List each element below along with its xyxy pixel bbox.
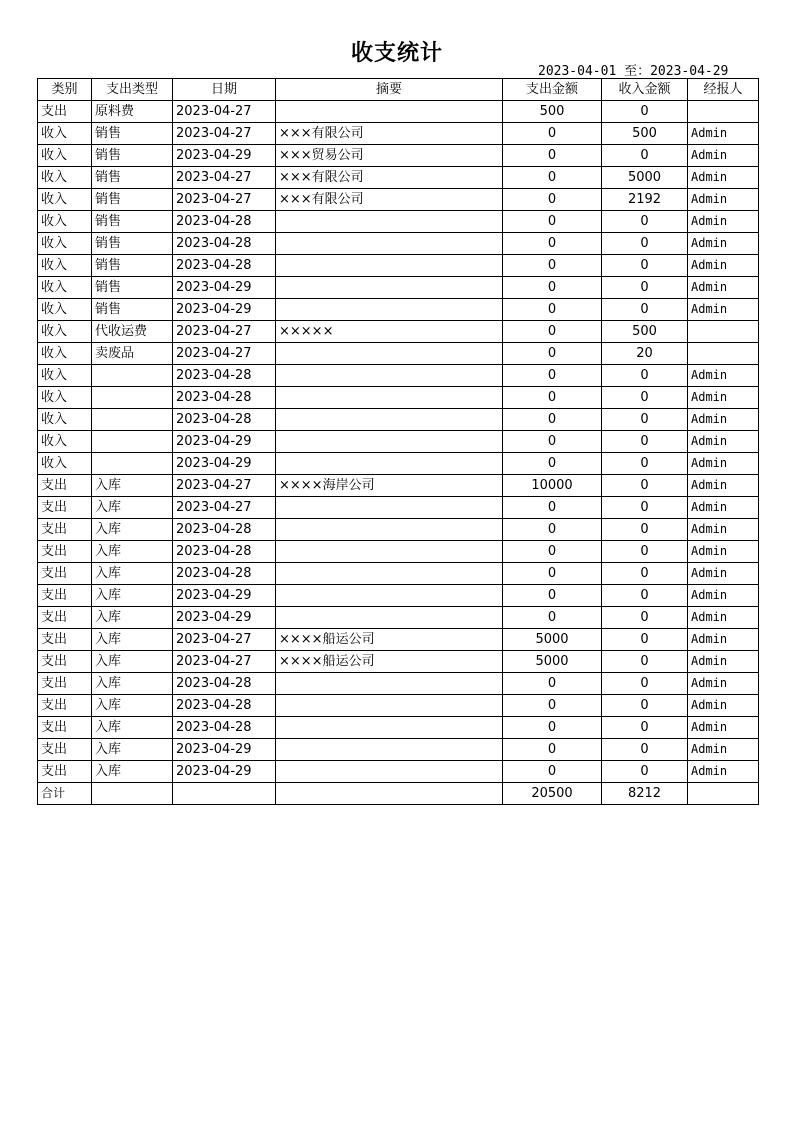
expense-type-cell: 销售 — [92, 255, 173, 277]
income-amount-cell: 0 — [602, 563, 688, 585]
reporter-cell: Admin — [688, 739, 759, 761]
expense-amount-cell: 0 — [503, 519, 602, 541]
date-cell: 2023-04-29 — [173, 761, 276, 783]
reporter-cell — [688, 321, 759, 343]
category-cell: 支出 — [38, 541, 92, 563]
summary-cell — [276, 277, 503, 299]
reporter-cell — [688, 343, 759, 365]
table-row — [38, 651, 759, 673]
reporter-cell: Admin — [688, 365, 759, 387]
expense-type-cell: 入库 — [92, 651, 173, 673]
total-empty-cell — [173, 783, 276, 805]
income-amount-cell: 0 — [602, 387, 688, 409]
date-cell: 2023-04-27 — [173, 123, 276, 145]
expense-amount-cell: 0 — [503, 739, 602, 761]
column-header-date: 日期 — [173, 79, 276, 101]
date-cell: 2023-04-28 — [173, 519, 276, 541]
expense-amount-cell: 0 — [503, 167, 602, 189]
expense-type-cell — [92, 431, 173, 453]
summary-cell: ×××有限公司 — [276, 189, 503, 211]
expense-amount-cell: 0 — [503, 453, 602, 475]
reporter-cell: Admin — [688, 233, 759, 255]
reporter-cell: Admin — [688, 541, 759, 563]
summary-cell — [276, 717, 503, 739]
income-amount-cell: 2192 — [602, 189, 688, 211]
category-cell: 支出 — [38, 563, 92, 585]
expense-amount-cell: 0 — [503, 277, 602, 299]
income-amount-cell: 0 — [602, 739, 688, 761]
income-amount-cell: 0 — [602, 277, 688, 299]
expense-type-cell — [92, 409, 173, 431]
column-header-expense-amount: 支出金额 — [503, 79, 602, 101]
expense-amount-cell: 0 — [503, 541, 602, 563]
summary-cell: ××××× — [276, 321, 503, 343]
income-amount-cell: 0 — [602, 453, 688, 475]
date-cell: 2023-04-27 — [173, 475, 276, 497]
column-header-expense-type: 支出类型 — [92, 79, 173, 101]
summary-cell — [276, 409, 503, 431]
column-header-category: 类别 — [38, 79, 92, 101]
ledger-body — [38, 101, 759, 783]
income-amount-cell: 0 — [602, 409, 688, 431]
expense-type-cell: 入库 — [92, 497, 173, 519]
summary-cell — [276, 299, 503, 321]
income-amount-cell: 0 — [602, 233, 688, 255]
reporter-cell: Admin — [688, 431, 759, 453]
expense-amount-cell: 0 — [503, 123, 602, 145]
category-cell: 支出 — [38, 101, 92, 123]
reporter-cell: Admin — [688, 145, 759, 167]
date-cell: 2023-04-28 — [173, 673, 276, 695]
table-row — [38, 761, 759, 783]
expense-amount-cell: 0 — [503, 233, 602, 255]
date-cell: 2023-04-27 — [173, 167, 276, 189]
expense-amount-cell: 5000 — [503, 651, 602, 673]
table-row — [38, 255, 759, 277]
expense-type-cell: 销售 — [92, 233, 173, 255]
reporter-cell: Admin — [688, 255, 759, 277]
expense-amount-cell: 0 — [503, 563, 602, 585]
reporter-cell: Admin — [688, 629, 759, 651]
table-row — [38, 563, 759, 585]
table-row — [38, 145, 759, 167]
category-cell: 收入 — [38, 365, 92, 387]
expense-amount-cell: 0 — [503, 607, 602, 629]
summary-cell — [276, 211, 503, 233]
category-cell: 支出 — [38, 497, 92, 519]
reporter-cell: Admin — [688, 607, 759, 629]
reporter-cell: Admin — [688, 453, 759, 475]
summary-cell — [276, 563, 503, 585]
table-row — [38, 321, 759, 343]
category-cell: 支出 — [38, 695, 92, 717]
summary-cell — [276, 233, 503, 255]
expense-amount-cell: 0 — [503, 585, 602, 607]
expense-amount-cell: 5000 — [503, 629, 602, 651]
expense-amount-cell: 0 — [503, 255, 602, 277]
income-amount-cell: 0 — [602, 475, 688, 497]
expense-type-cell: 入库 — [92, 761, 173, 783]
date-cell: 2023-04-29 — [173, 277, 276, 299]
category-cell: 支出 — [38, 673, 92, 695]
expense-type-cell: 入库 — [92, 585, 173, 607]
category-cell: 收入 — [38, 343, 92, 365]
expense-amount-cell: 0 — [503, 145, 602, 167]
expense-type-cell: 销售 — [92, 211, 173, 233]
reporter-cell: Admin — [688, 761, 759, 783]
summary-cell — [276, 541, 503, 563]
expense-amount-cell: 0 — [503, 343, 602, 365]
table-row — [38, 409, 759, 431]
expense-type-cell: 入库 — [92, 607, 173, 629]
total-expense: 20500 — [503, 783, 602, 805]
income-amount-cell: 0 — [602, 497, 688, 519]
expense-amount-cell: 0 — [503, 387, 602, 409]
category-cell: 支出 — [38, 607, 92, 629]
date-cell: 2023-04-28 — [173, 387, 276, 409]
date-cell: 2023-04-27 — [173, 101, 276, 123]
table-row — [38, 233, 759, 255]
table-row — [38, 431, 759, 453]
table-row — [38, 607, 759, 629]
expense-type-cell: 销售 — [92, 189, 173, 211]
summary-cell — [276, 695, 503, 717]
income-amount-cell: 0 — [602, 255, 688, 277]
income-amount-cell: 0 — [602, 145, 688, 167]
income-amount-cell: 0 — [602, 101, 688, 123]
summary-cell — [276, 519, 503, 541]
column-header-reporter: 经报人 — [688, 79, 759, 101]
reporter-cell: Admin — [688, 563, 759, 585]
date-range-from: 2023-04-01 — [538, 64, 617, 79]
category-cell: 收入 — [38, 453, 92, 475]
date-cell: 2023-04-29 — [173, 739, 276, 761]
reporter-cell: Admin — [688, 695, 759, 717]
summary-cell — [276, 607, 503, 629]
summary-cell — [276, 761, 503, 783]
column-header-income-amount: 收入金额 — [602, 79, 688, 101]
summary-cell: ××××船运公司 — [276, 651, 503, 673]
date-cell: 2023-04-27 — [173, 321, 276, 343]
date-range-to: 2023-04-29 — [650, 64, 729, 79]
total-empty-cell — [92, 783, 173, 805]
date-cell: 2023-04-29 — [173, 145, 276, 167]
table-row — [38, 167, 759, 189]
reporter-cell: Admin — [688, 475, 759, 497]
date-cell: 2023-04-27 — [173, 343, 276, 365]
expense-type-cell: 入库 — [92, 695, 173, 717]
table-row — [38, 365, 759, 387]
category-cell: 收入 — [38, 321, 92, 343]
income-amount-cell: 0 — [602, 695, 688, 717]
header-row — [38, 79, 759, 101]
category-cell: 收入 — [38, 387, 92, 409]
expense-type-cell: 卖废品 — [92, 343, 173, 365]
category-cell: 收入 — [38, 255, 92, 277]
reporter-cell: Admin — [688, 387, 759, 409]
income-amount-cell: 500 — [602, 321, 688, 343]
income-amount-cell: 0 — [602, 519, 688, 541]
category-cell: 支出 — [38, 761, 92, 783]
income-amount-cell: 0 — [602, 673, 688, 695]
summary-cell: ××××船运公司 — [276, 629, 503, 651]
expense-type-cell: 销售 — [92, 299, 173, 321]
date-range — [538, 60, 728, 79]
expense-amount-cell: 0 — [503, 497, 602, 519]
expense-amount-cell: 0 — [503, 321, 602, 343]
income-amount-cell: 0 — [602, 365, 688, 387]
expense-type-cell — [92, 365, 173, 387]
total-empty-cell — [688, 783, 759, 805]
summary-cell: ×××有限公司 — [276, 167, 503, 189]
summary-cell — [276, 101, 503, 123]
summary-cell: ××××海岸公司 — [276, 475, 503, 497]
table-row — [38, 519, 759, 541]
date-cell: 2023-04-27 — [173, 189, 276, 211]
table-row — [38, 695, 759, 717]
reporter-cell: Admin — [688, 519, 759, 541]
date-cell: 2023-04-28 — [173, 541, 276, 563]
expense-amount-cell: 0 — [503, 189, 602, 211]
date-cell: 2023-04-28 — [173, 409, 276, 431]
date-cell: 2023-04-28 — [173, 211, 276, 233]
income-amount-cell: 5000 — [602, 167, 688, 189]
category-cell: 收入 — [38, 145, 92, 167]
reporter-cell — [688, 101, 759, 123]
expense-amount-cell: 500 — [503, 101, 602, 123]
total-income: 8212 — [602, 783, 688, 805]
category-cell: 支出 — [38, 475, 92, 497]
date-cell: 2023-04-27 — [173, 629, 276, 651]
expense-type-cell: 代收运费 — [92, 321, 173, 343]
category-cell: 收入 — [38, 123, 92, 145]
expense-type-cell: 销售 — [92, 145, 173, 167]
reporter-cell: Admin — [688, 717, 759, 739]
date-cell: 2023-04-29 — [173, 299, 276, 321]
expense-amount-cell: 0 — [503, 299, 602, 321]
table-row — [38, 387, 759, 409]
income-amount-cell: 0 — [602, 211, 688, 233]
income-amount-cell: 0 — [602, 651, 688, 673]
expense-type-cell: 入库 — [92, 739, 173, 761]
expense-amount-cell: 0 — [503, 211, 602, 233]
expense-type-cell: 原料费 — [92, 101, 173, 123]
table-row — [38, 277, 759, 299]
expense-type-cell: 销售 — [92, 277, 173, 299]
table-row — [38, 739, 759, 761]
column-header-summary: 摘要 — [276, 79, 503, 101]
reporter-cell: Admin — [688, 651, 759, 673]
date-cell: 2023-04-29 — [173, 585, 276, 607]
reporter-cell: Admin — [688, 211, 759, 233]
date-range-separator: 至： — [616, 64, 651, 79]
expense-amount-cell: 0 — [503, 365, 602, 387]
expense-type-cell: 销售 — [92, 167, 173, 189]
reporter-cell: Admin — [688, 277, 759, 299]
date-cell: 2023-04-28 — [173, 717, 276, 739]
expense-amount-cell: 0 — [503, 409, 602, 431]
table-row — [38, 299, 759, 321]
category-cell: 收入 — [38, 211, 92, 233]
table-row — [38, 673, 759, 695]
income-amount-cell: 0 — [602, 717, 688, 739]
total-empty-cell — [276, 783, 503, 805]
category-cell: 支出 — [38, 717, 92, 739]
category-cell: 收入 — [38, 299, 92, 321]
income-amount-cell: 500 — [602, 123, 688, 145]
category-cell: 收入 — [38, 233, 92, 255]
table-row — [38, 123, 759, 145]
total-label: 合计 — [38, 783, 92, 805]
page-title: 收支统计 — [350, 40, 443, 66]
ledger-table — [37, 78, 759, 805]
date-cell: 2023-04-29 — [173, 607, 276, 629]
category-cell: 收入 — [38, 189, 92, 211]
table-row — [38, 629, 759, 651]
total-row — [38, 783, 759, 805]
reporter-cell: Admin — [688, 409, 759, 431]
category-cell: 支出 — [38, 585, 92, 607]
expense-type-cell: 入库 — [92, 673, 173, 695]
table-row — [38, 211, 759, 233]
expense-type-cell: 销售 — [92, 123, 173, 145]
category-cell: 收入 — [38, 431, 92, 453]
summary-cell — [276, 453, 503, 475]
expense-type-cell: 入库 — [92, 629, 173, 651]
income-amount-cell: 0 — [602, 607, 688, 629]
expense-type-cell: 入库 — [92, 541, 173, 563]
date-cell: 2023-04-27 — [173, 651, 276, 673]
category-cell: 支出 — [38, 651, 92, 673]
expense-type-cell: 入库 — [92, 519, 173, 541]
summary-cell — [276, 585, 503, 607]
reporter-cell: Admin — [688, 497, 759, 519]
date-cell: 2023-04-29 — [173, 431, 276, 453]
reporter-cell: Admin — [688, 123, 759, 145]
category-cell: 收入 — [38, 409, 92, 431]
reporter-cell: Admin — [688, 167, 759, 189]
expense-type-cell: 入库 — [92, 475, 173, 497]
expense-amount-cell: 0 — [503, 673, 602, 695]
date-cell: 2023-04-28 — [173, 563, 276, 585]
summary-cell — [276, 343, 503, 365]
reporter-cell: Admin — [688, 673, 759, 695]
table-row — [38, 101, 759, 123]
income-amount-cell: 0 — [602, 629, 688, 651]
expense-amount-cell: 0 — [503, 695, 602, 717]
table-row — [38, 497, 759, 519]
reporter-cell: Admin — [688, 299, 759, 321]
table-row — [38, 453, 759, 475]
summary-cell — [276, 673, 503, 695]
summary-cell: ×××贸易公司 — [276, 145, 503, 167]
income-amount-cell: 0 — [602, 431, 688, 453]
reporter-cell: Admin — [688, 189, 759, 211]
expense-amount-cell: 10000 — [503, 475, 602, 497]
category-cell: 支出 — [38, 629, 92, 651]
summary-cell — [276, 497, 503, 519]
summary-cell — [276, 431, 503, 453]
date-cell: 2023-04-28 — [173, 365, 276, 387]
expense-type-cell — [92, 453, 173, 475]
table-row — [38, 585, 759, 607]
income-amount-cell: 20 — [602, 343, 688, 365]
table-row — [38, 475, 759, 497]
summary-cell — [276, 365, 503, 387]
category-cell: 支出 — [38, 739, 92, 761]
expense-amount-cell: 0 — [503, 717, 602, 739]
expense-amount-cell: 0 — [503, 431, 602, 453]
expense-type-cell: 入库 — [92, 563, 173, 585]
table-row — [38, 189, 759, 211]
income-amount-cell: 0 — [602, 585, 688, 607]
table-row — [38, 541, 759, 563]
category-cell: 收入 — [38, 277, 92, 299]
summary-cell — [276, 387, 503, 409]
table-row — [38, 717, 759, 739]
table-row — [38, 343, 759, 365]
date-cell: 2023-04-28 — [173, 255, 276, 277]
date-cell: 2023-04-28 — [173, 695, 276, 717]
expense-type-cell — [92, 387, 173, 409]
date-cell: 2023-04-27 — [173, 497, 276, 519]
summary-cell: ×××有限公司 — [276, 123, 503, 145]
date-cell: 2023-04-29 — [173, 453, 276, 475]
expense-type-cell: 入库 — [92, 717, 173, 739]
summary-cell — [276, 739, 503, 761]
expense-amount-cell: 0 — [503, 761, 602, 783]
date-cell: 2023-04-28 — [173, 233, 276, 255]
summary-cell — [276, 255, 503, 277]
category-cell: 支出 — [38, 519, 92, 541]
income-amount-cell: 0 — [602, 761, 688, 783]
reporter-cell: Admin — [688, 585, 759, 607]
category-cell: 收入 — [38, 167, 92, 189]
income-amount-cell: 0 — [602, 299, 688, 321]
income-amount-cell: 0 — [602, 541, 688, 563]
